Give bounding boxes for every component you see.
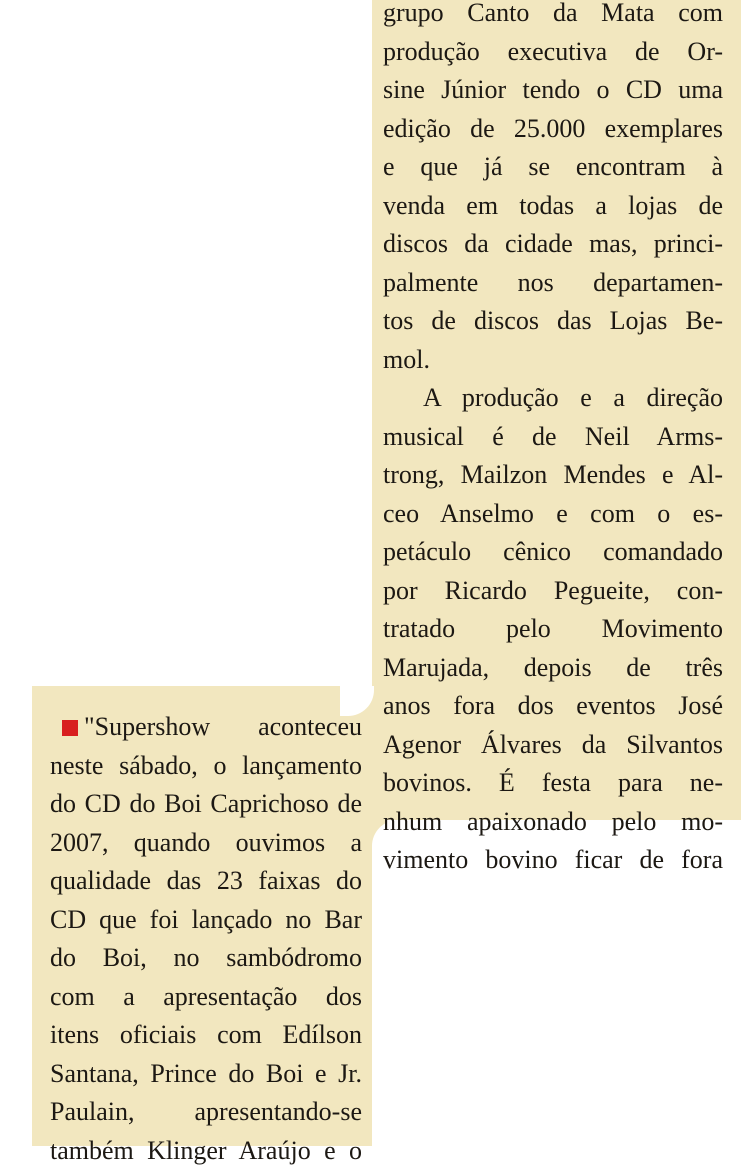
text-line: também Klinger Araújo e o (50, 1132, 362, 1170)
text-line: Paulain, apresentando-se (50, 1093, 362, 1132)
article-left-column (50, 708, 362, 1170)
text-line: palmente nos departamen- (383, 264, 723, 303)
text-line: Agenor Álvares da Silvantos (383, 726, 723, 765)
text-line: vimento bovino ficar de fora (383, 841, 723, 880)
text-line: tratado pelo Movimento (383, 610, 723, 649)
article-right-column (383, 0, 723, 880)
text-line: discos da cidade mas, princi- (383, 225, 723, 264)
text-line: por Ricardo Pegueite, con- (383, 572, 723, 611)
text-line: qualidade das 23 faixas do (50, 862, 362, 901)
text-line: "Supershow aconteceu (84, 712, 362, 741)
text-line: do CD do Boi Caprichoso de (50, 785, 362, 824)
text-line: Marujada, depois de três (383, 649, 723, 688)
text-line: sine Júnior tendo o CD uma (383, 71, 723, 110)
text-line: do Boi, no sambódromo (50, 939, 362, 978)
text-line: ceo Anselmo e com o es- (383, 495, 723, 534)
text-line: produção executiva de Or- (383, 33, 723, 72)
text-line-lead (50, 708, 362, 747)
text-line: e que já se encontram à (383, 148, 723, 187)
text-line: CD que foi lançado no Bar (50, 901, 362, 940)
text-line: edição de 25.000 exemplares (383, 110, 723, 149)
text-line: musical é de Neil Arms- (383, 418, 723, 457)
text-line: 2007, quando ouvimos a (50, 824, 362, 863)
text-line: bovinos. É festa para ne- (383, 764, 723, 803)
text-line: trong, Mailzon Mendes e Al- (383, 456, 723, 495)
text-line: Santana, Prince do Boi e Jr. (50, 1055, 362, 1094)
text-line: tos de discos das Lojas Be- (383, 302, 723, 341)
text-line: com a apresentação dos (50, 978, 362, 1017)
text-line: anos fora dos eventos José (383, 687, 723, 726)
text-line: nhum apaixonado pelo mo- (383, 803, 723, 842)
text-line: petáculo cênico comandado (383, 533, 723, 572)
text-line: itens oficiais com Edílson (50, 1016, 362, 1055)
text-line: grupo Canto da Mata com (383, 0, 723, 33)
text-line: A produção e a direção (383, 379, 723, 418)
red-square-bullet-icon (62, 720, 78, 736)
text-line: neste sábado, o lançamento (50, 747, 362, 786)
text-line: venda em todas a lojas de (383, 187, 723, 226)
text-line: mol. (383, 341, 723, 380)
